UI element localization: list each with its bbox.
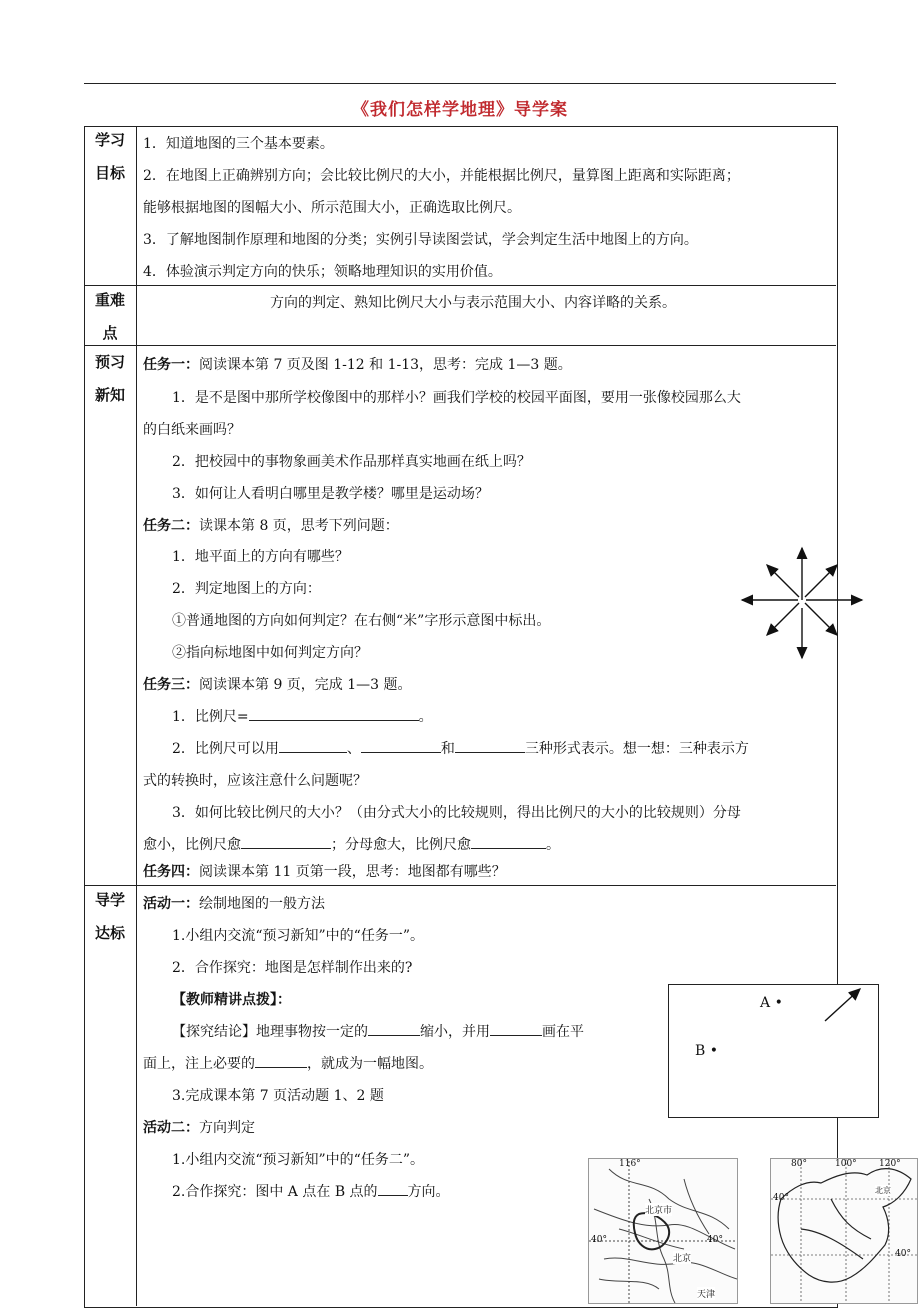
china-map-image (770, 1158, 918, 1304)
goal-line: 能够根据地图的图幅大小、所示范围大小，正确选取比例尺。 (143, 200, 521, 216)
map-label: 40° (591, 1235, 607, 1245)
question: 式的转换时，应该注意什么问题呢？ (143, 773, 367, 789)
task3-line: 任务三：阅读课本第 9 页，完成 1—3 题。 (143, 677, 412, 693)
map-label: 40° (895, 1249, 911, 1259)
answer-blank[interactable] (455, 739, 525, 753)
compass-rose-icon (732, 534, 872, 674)
map-label: 116° (619, 1159, 641, 1169)
question: 3．如何让人看明白哪里是教学楼？哪里是运动场？ (172, 486, 489, 502)
point-a-label: A • (760, 995, 783, 1011)
question: 1．地平面上的方向有哪些？ (172, 549, 349, 565)
goal-line: 3．了解地图制作原理和地图的分类；实例引导读图尝试，学会判定生活中地图上的方向。 (143, 232, 698, 248)
map-label: 40° (707, 1235, 723, 1245)
conclusion-line: 面上，注上必要的 ，就成为一幅地图。 (143, 1056, 433, 1072)
key-points-label: 重难 点 (94, 291, 125, 342)
activity2-line: 活动二：方向判定 (143, 1120, 255, 1136)
answer-blank[interactable] (279, 739, 347, 753)
header-rule (84, 83, 836, 84)
activity-step: 2．合作探究：地图是怎样制作出来的? (172, 960, 413, 976)
goal-line: 2．在地图上正确辨别方向；会比较比例尺的大小，并能根据比例尺，量算图上距离和实际距离； (143, 168, 740, 184)
question: 的白纸来画吗？ (143, 422, 241, 438)
practice-label: 导学 达标 (94, 891, 125, 942)
answer-blank[interactable] (241, 835, 331, 849)
answer-blank[interactable] (368, 1022, 420, 1036)
map-label: 40° (773, 1193, 789, 1203)
answer-blank[interactable] (361, 739, 441, 753)
answer-blank[interactable] (378, 1182, 408, 1196)
map-label: 100° (835, 1159, 857, 1169)
question: 3．如何比较比例尺的大小？（由分式大小的比较规则，得出比例尺的大小的比较规则）分母 (172, 805, 741, 821)
table-row-divider (84, 285, 836, 286)
map-label: 北京 (875, 1186, 891, 1195)
table-row-divider (84, 345, 836, 346)
map-label: 天津 (697, 1287, 715, 1300)
table-column-divider (136, 126, 137, 1306)
question: 1．是不是图中那所学校像图中的那样小？画我们学校的校园平面图，要用一张像校园那么大 (172, 390, 741, 406)
question: ①普通地图的方向如何判定？在右侧“米”字形示意图中标出。 (172, 613, 551, 629)
question: 2．把校园中的事物象画美术作品那样真实地画在纸上吗？ (172, 454, 531, 470)
direction-arrow-icon (820, 985, 880, 1035)
map-label: 80° (791, 1159, 807, 1169)
answer-blank[interactable] (471, 835, 546, 849)
page-title: 《我们怎样学地理》导学案 (352, 100, 568, 120)
conclusion-line: 【探究结论】地理事物按一定的 缩小，并用 画在平 (172, 1024, 584, 1040)
point-b-label: B • (695, 1043, 719, 1059)
answer-blank[interactable] (249, 707, 419, 721)
activity-step: 1.小组内交流“预习新知”中的“任务二”。 (172, 1152, 424, 1168)
map-label: 北京市 (645, 1203, 672, 1216)
question: 2．比例尺可以用 、 和 三种形式表示。想一想：三种表示方 (172, 741, 749, 757)
beijing-map-image (588, 1158, 738, 1304)
answer-blank[interactable] (490, 1022, 542, 1036)
activity-step: 3.完成课本第 7 页活动题 1、2 题 (172, 1088, 384, 1104)
question: 愈小，比例尺愈 ；分母愈大，比例尺愈 。 (143, 837, 560, 853)
goal-line: 1．知道地图的三个基本要素。 (143, 136, 334, 152)
goal-line: 4．体验演示判定方向的快乐；领略地理知识的实用价值。 (143, 264, 502, 280)
task2-line: 任务二：读课本第 8 页，思考下列问题： (143, 518, 399, 534)
map-label: 120° (879, 1159, 901, 1169)
key-points-text: 方向的判定、熟知比例尺大小与表示范围大小、内容详略的关系。 (270, 295, 676, 311)
question: 1．比例尺= 。 (172, 709, 433, 725)
activity1-line: 活动一：绘制地图的一般方法 (143, 896, 325, 912)
preview-label: 预习 新知 (94, 353, 125, 404)
task4-line: 任务四：阅读课本第 11 页第一段，思考：地图都有哪些？ (143, 864, 506, 880)
map-label: 北京 (673, 1251, 691, 1264)
question: 2．判定地图上的方向： (172, 581, 321, 597)
activity-step: 1.小组内交流“预习新知”中的“任务一”。 (172, 928, 424, 944)
answer-blank[interactable] (255, 1054, 307, 1068)
task1-line: 任务一：阅读课本第 7 页及图 1-12 和 1-13，思考：完成 1—3 题。 (143, 357, 572, 373)
activity-step: 2.合作探究：图中 A 点在 B 点的 方向。 (172, 1184, 450, 1200)
teacher-note: 【教师精讲点拨】： (172, 992, 291, 1008)
goals-label: 学习 目标 (94, 131, 125, 182)
question: ②指向标地图中如何判定方向？ (172, 645, 368, 661)
table-row-divider (84, 885, 836, 886)
